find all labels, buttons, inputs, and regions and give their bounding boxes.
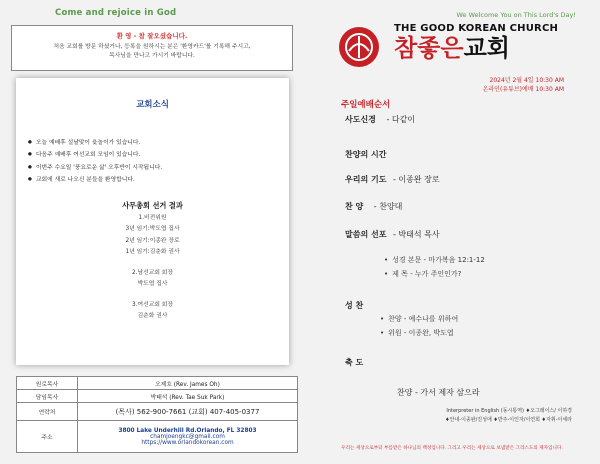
praise-label: 찬양의 시간: [345, 150, 387, 159]
election-line: 2년 임기:이종완 장로: [125, 237, 180, 244]
choir-label: 찬 양: [345, 202, 364, 211]
prayer-value: - 이종완 장로: [392, 175, 440, 184]
creed-row: [345, 114, 415, 125]
election-line: 3.여선교회 회장: [132, 301, 173, 308]
offering-committee: • 위원 - 이종완, 박도엽: [380, 328, 454, 338]
scripture: • 성경 본문 - 마가복음 12:1-12: [384, 255, 485, 265]
election-line: 1.비전위원: [138, 214, 167, 221]
church-logo-icon: [339, 27, 379, 67]
sermon-row: [345, 229, 440, 240]
welcome-body: [12, 43, 292, 61]
benediction-label: 축 도: [345, 358, 364, 367]
staff-value: (목사) 562-900-7661 (교회) 407-405-0377: [78, 403, 298, 421]
website-link[interactable]: https://www.orlandokorean.com: [141, 439, 234, 446]
church-name-part: 참좋은: [394, 34, 464, 62]
interpreter-line: Interpreter in English (동시통역) ♦오그레이스/ 이하경: [446, 408, 572, 414]
prayer-label: 우리의 기도: [345, 175, 387, 184]
welcome-line: 처음 교회를 방문 하셨거나, 등록을 원하시는 분은 '환영카드'를 기록해 주시고,: [53, 44, 251, 50]
church-name-english: THE GOOD KOREAN CHURCH: [394, 23, 559, 34]
staff-value: 오제호 (Rev. James Oh): [78, 377, 298, 390]
welcome-title: 환 영 - 참 잘오셨습니다.: [116, 32, 188, 40]
staff-value: 박태석 (Rev. Tae Suk Park): [78, 390, 298, 403]
election-line: 3년 임기:박도엽 집사: [125, 226, 180, 232]
welcome-line: 목사님을 만나고 가시기 바랍니다.: [109, 53, 195, 59]
offering-row: [345, 300, 363, 311]
prayer-row: [345, 174, 440, 185]
benediction-row: [345, 357, 363, 368]
creed-label: 사도신경: [345, 115, 376, 124]
address-street: 3800 Lake Underhill Rd.Orlando, FL 32803: [118, 427, 257, 434]
service-date: 2024년 2월 4일 10:30 AM: [489, 77, 564, 84]
staff-role: 담임목사: [17, 390, 78, 403]
election-line: 1년 임기:김춘화 권사: [125, 249, 180, 255]
offering-song: • 찬양 - 예수나를 위하여: [380, 314, 458, 324]
election-line: 박도엽 집사: [137, 281, 168, 287]
volunteers-line: ♦안내-이종완/진성애 ♦반주-이인자/이연희 ♦자휘-이세라: [445, 417, 572, 423]
welcome-notice: [11, 25, 293, 71]
slogan: Come and rejoice in God: [55, 8, 177, 18]
church-news-box: [16, 78, 289, 365]
news-list: [28, 137, 162, 187]
order-of-worship-title: 주일예배순서: [341, 100, 391, 110]
church-name-part: 교회: [463, 34, 510, 62]
praise-time: [345, 149, 386, 160]
choir-row: [345, 201, 402, 212]
news-item: ● 교회에 새로 나오신 분들을 환영합니다.: [28, 174, 162, 186]
offering-label: 성 찬: [345, 301, 364, 310]
footer-motto: 우리는 세상으로부터 부름받은 하나님의 백성입니다. 그리고 우리는 세상으로 보냄받은 그리스도의 제자입니다.: [341, 446, 563, 451]
staff-role: 원로목사: [17, 377, 78, 390]
staff-table: [16, 376, 298, 453]
news-item: ● 이번주 수요일 '풍요로운 삶' 오후반이 시작됩니다.: [28, 162, 162, 174]
email-link[interactable]: chamjoengkc@gmail.com: [150, 433, 225, 440]
choir-value: - 찬양대: [373, 202, 403, 211]
news-title: 교회소식: [136, 100, 169, 110]
closing-song: 찬양 - 가서 제자 삼으라: [397, 388, 480, 397]
election-results: [16, 200, 289, 323]
church-name-korean: [394, 33, 510, 63]
online-service: 온라인(유튜브)예배 10:30 AM: [482, 86, 564, 93]
sermon-value: - 박태석 목사: [392, 230, 440, 239]
address-cell: [78, 421, 298, 453]
creed-value: - 다같이: [386, 115, 416, 124]
staff-role: 연락처: [17, 403, 78, 421]
election-title: 사무총회 선거 결과: [122, 201, 183, 210]
election-line: 2.남선교회 회장: [132, 269, 173, 276]
news-item: ● 오늘 예배후 설날맞이 윷놀이가 있습니다.: [28, 137, 162, 149]
welcome-english: We Welcome You on This Lord's Day!: [456, 11, 576, 19]
news-item: ● 다음주 예배후 여선교회 모임이 있습니다.: [28, 149, 162, 161]
sermon-title: • 제 목 - 누가 주인인가?: [384, 269, 461, 279]
election-line: 김춘화 권사: [137, 313, 168, 319]
sermon-label: 말씀의 선포: [345, 230, 387, 239]
staff-role: 주소: [17, 421, 78, 453]
